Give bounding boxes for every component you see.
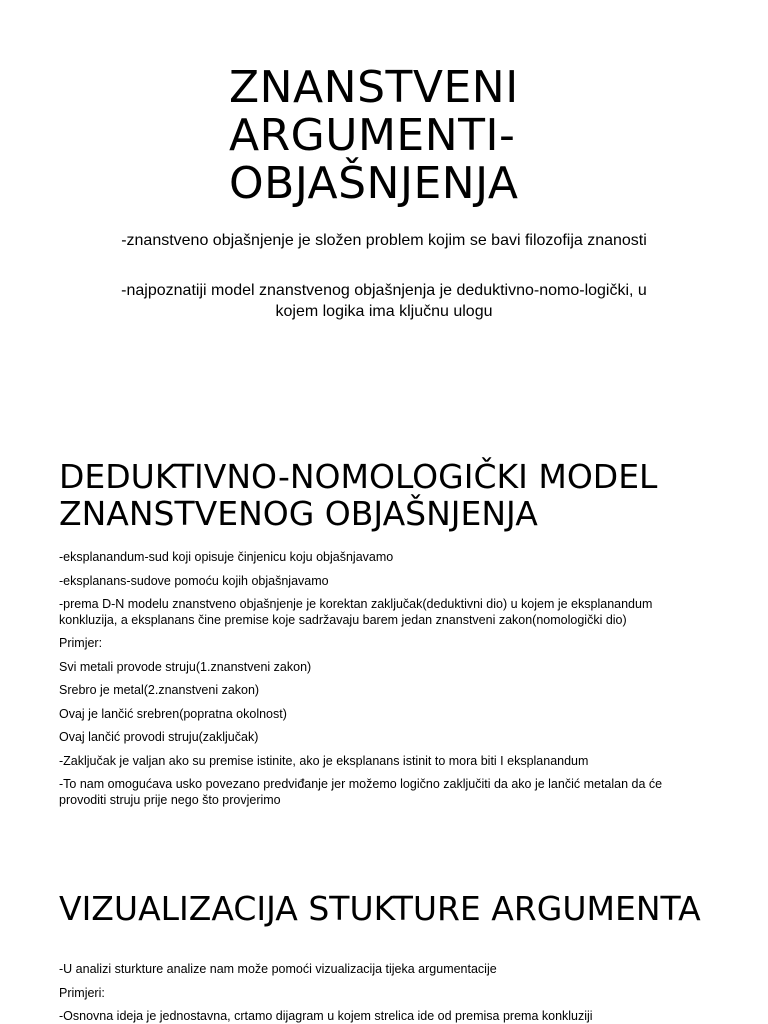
body-paragraph: -U analizi sturkture analize nam može pomoći vizualizacija tijeka argumentacije [59, 962, 497, 976]
slide-1-subtitle-2: -najpoznatiji model znanstvenog objašnjenja je deduktivno-nomo-logički, u kojem logika ima ključnu ulogu [121, 282, 647, 320]
body-paragraph: -eksplanans-sudove pomoću kojih objašnjavamo [59, 573, 329, 588]
body-paragraph: Ovaj lančić provodi struju(zaključak) [59, 730, 259, 744]
body-paragraph: -To nam omogućava usko povezano predviđanje jer možemo logično zaključiti da ako je lančić metalan da će provoditi struju prije nego što provjerimo [59, 777, 663, 807]
body-paragraph: -Zaključak je valjan ako su premise istinite, ako je eksplanans istinit to mora biti I eksplanandum [59, 753, 589, 768]
body-paragraph: Ovaj je lančić srebren(popratna okolnost) [59, 706, 287, 721]
slide-3-body [59, 962, 709, 1024]
slide-dn-model [0, 420, 768, 860]
body-paragraph: Primjeri: [59, 985, 105, 1000]
body-paragraph: Srebro je metal(2.znanstveni zakon) [59, 683, 260, 697]
slide-2-title: DEDUKTIVNO-NOMOLOGIČKI MODEL ZNANSTVENOG OBJAŠNJENJA [59, 457, 658, 533]
body-paragraph: Svi metali provode struju(1.znanstveni zakon) [59, 659, 312, 674]
slide-1-title: ZNANSTVENI ARGUMENTI-OBJAŠNJENJA [229, 62, 519, 209]
body-paragraph: -prema D-N modelu znanstveno objašnjenje je korektan zaključak(deduktivni dio) u kojem je eksplanandum konkluzija, a eksplanans čine premise koje sadržavaju barem jedan znanstveni zakon(nomologički dio) [59, 597, 653, 627]
slide-1-subtitle-1: -znanstveno objašnjenje je složen problem kojim se bavi filozofija znanosti [121, 232, 647, 249]
slide-visualization [0, 860, 768, 1024]
body-paragraph: Primjer: [59, 636, 103, 650]
body-paragraph: -Osnovna ideja je jednostavna, crtamo dijagram u kojem strelica ide od premisa prema konkluziji [59, 1009, 593, 1023]
slide-title [0, 0, 768, 420]
slide-3-title: VIZUALIZACIJA STUKTURE ARGUMENTA [59, 889, 701, 928]
body-paragraph: -eksplanandum-sud koji opisuje činjenicu koju objašnjavamo [59, 550, 394, 564]
slide-2-body [59, 550, 709, 816]
